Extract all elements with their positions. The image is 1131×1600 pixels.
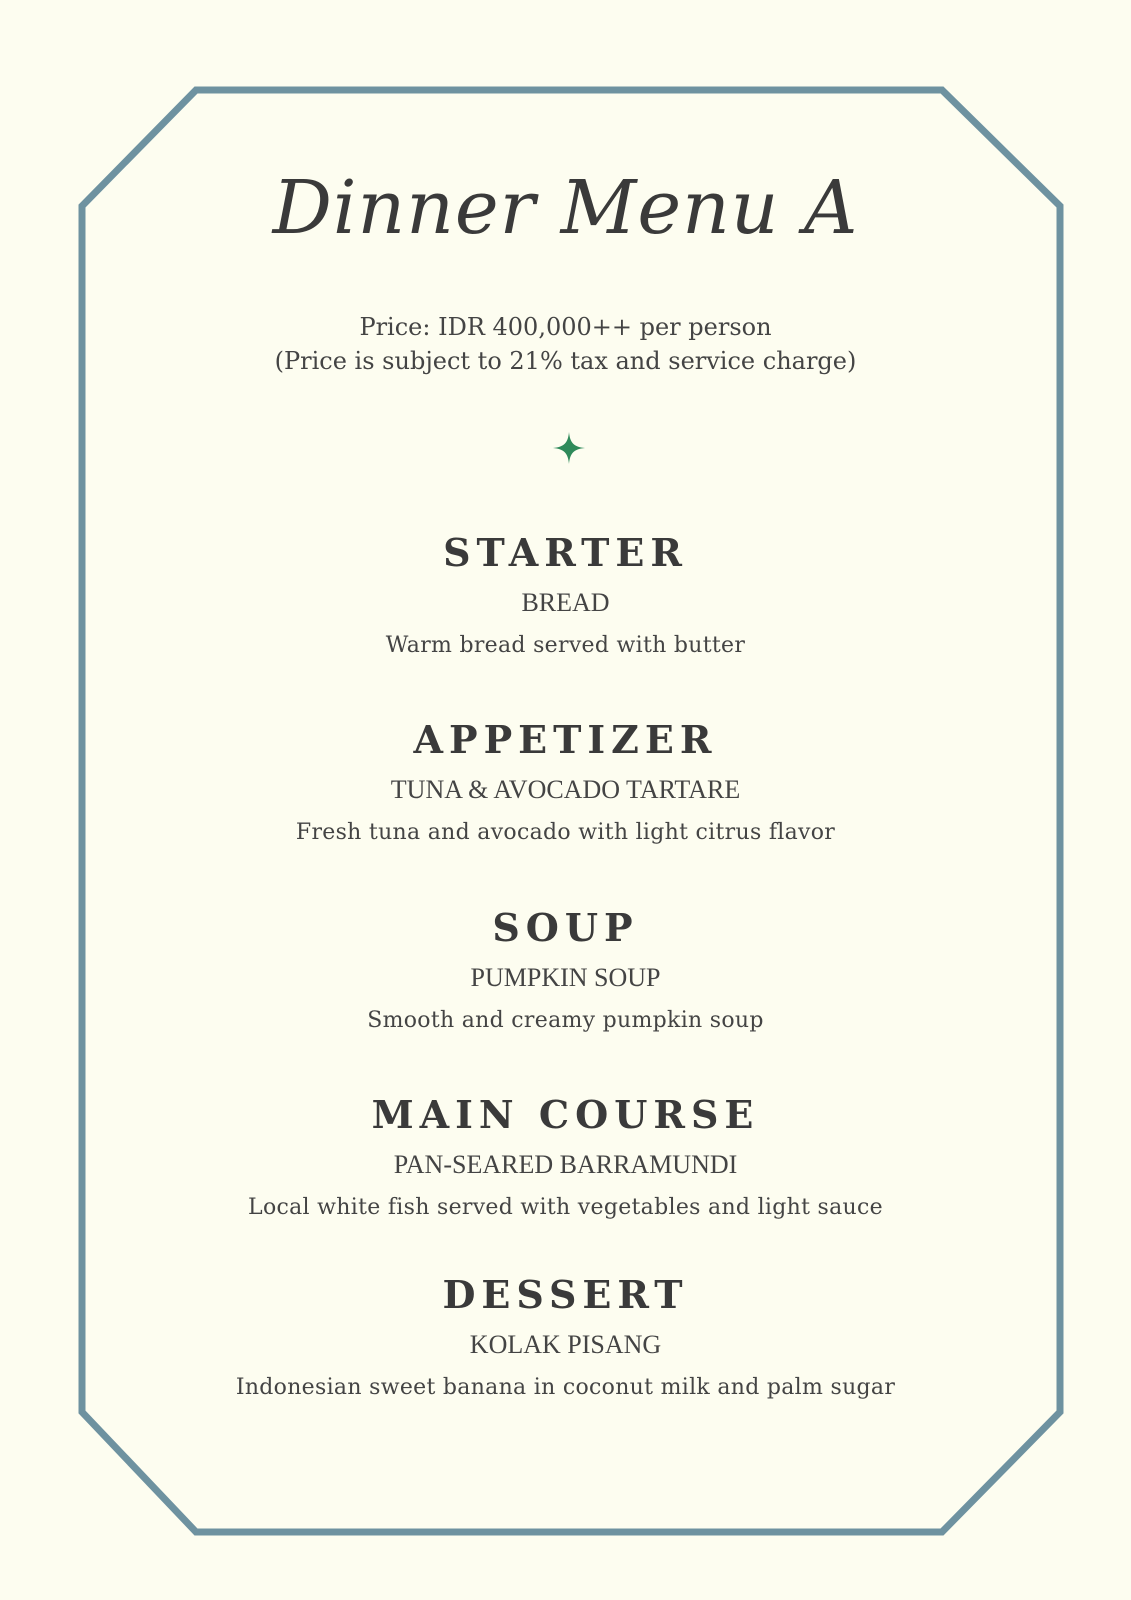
section-heading: STARTER	[443, 530, 688, 575]
sparkle-icon	[551, 430, 587, 466]
dish-description: Fresh tuna and avocado with light citrus flavor	[295, 820, 836, 845]
section-heading: MAIN COURSE	[371, 1092, 760, 1137]
price-line: Price: IDR 400,000++ per person	[359, 313, 772, 341]
dish-description: Indonesian sweet banana in coconut milk and palm sugar	[235, 1375, 896, 1400]
dish-description: Local white fish served with vegetables and light sauce	[248, 1195, 883, 1220]
section-dessert	[0, 1270, 1131, 1404]
section-soup	[0, 903, 1131, 1037]
price-block	[0, 310, 1131, 378]
dish-name: TUNA & AVOCADO TARTARE	[390, 775, 741, 804]
dish-name: PAN-SEARED BARRAMUNDI	[393, 1150, 738, 1179]
dish-description: Smooth and creamy pumpkin soup	[367, 1008, 764, 1033]
section-main-course	[0, 1090, 1131, 1224]
price-note: (Price is subject to 21% tax and service charge)	[274, 347, 857, 375]
section-heading: SOUP	[492, 905, 639, 950]
dish-name: PUMPKIN SOUP	[470, 963, 661, 992]
section-heading: APPETIZER	[413, 717, 718, 762]
menu-title: Dinner Menu A	[272, 165, 859, 251]
section-starter	[0, 528, 1131, 662]
section-appetizer	[0, 715, 1131, 849]
dish-name: BREAD	[521, 588, 610, 617]
section-heading: DESSERT	[442, 1272, 689, 1317]
dish-description: Warm bread served with butter	[385, 633, 746, 658]
dish-name: KOLAK PISANG	[469, 1330, 662, 1359]
